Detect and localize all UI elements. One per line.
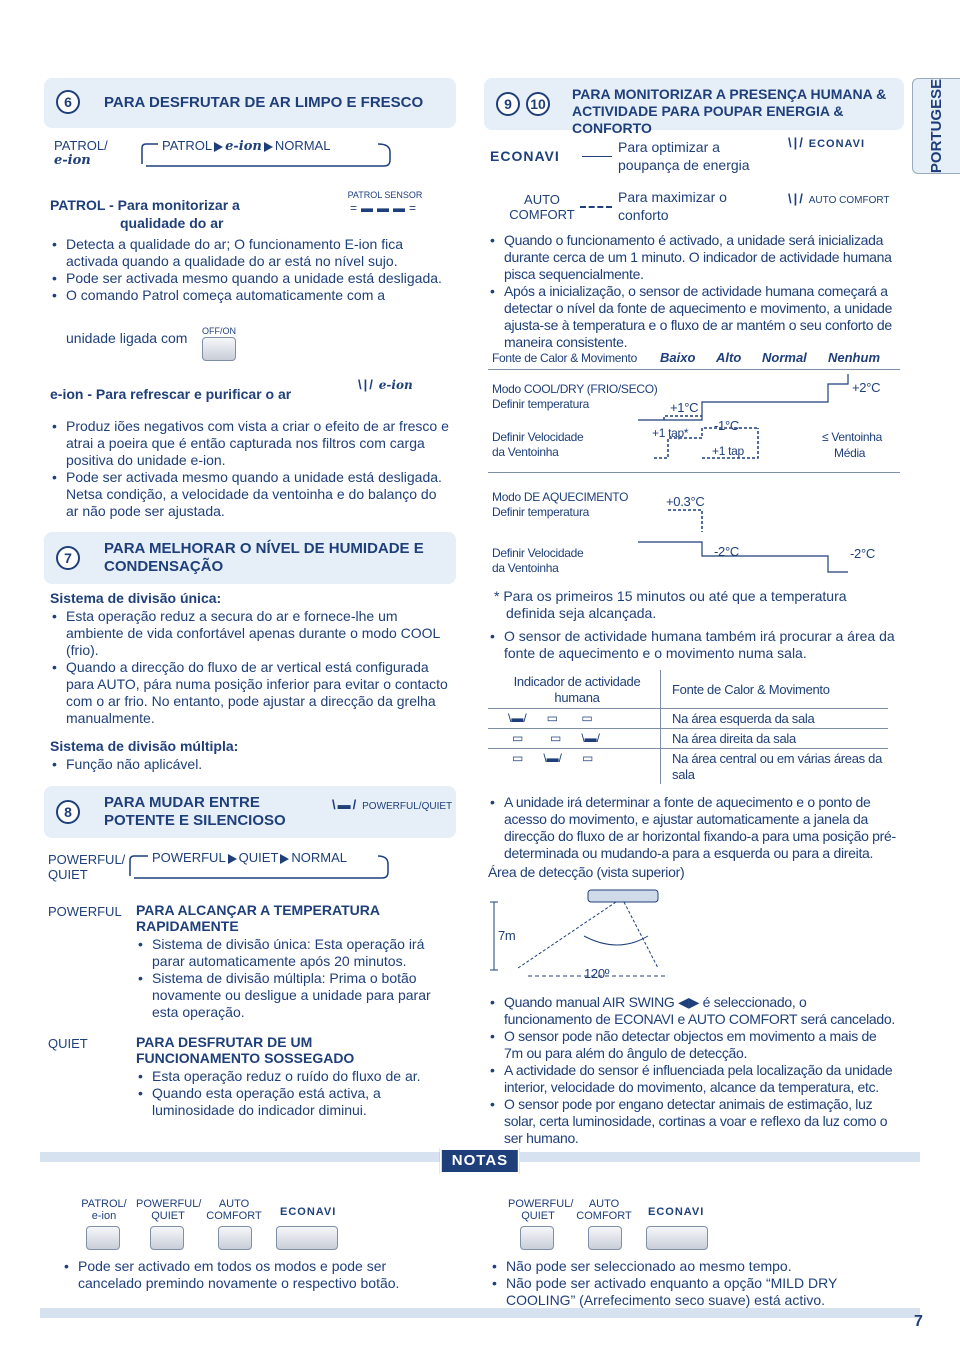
quiet-bullets: • Esta operação reduz o ruído do fluxo de ar. • Quando esta operação está activa, a luminosidade do indicador diminui. — [136, 1068, 456, 1119]
powerful-button-icon — [150, 1226, 184, 1250]
notes-left-bullets: • Pode ser activado em todos os modos e pode ser cancelado premindo novamente o respectivo botão. — [62, 1258, 412, 1292]
auto-comfort-connector — [580, 206, 612, 208]
patrol-sensor-indicator: PATROL SENSOR =▬▬▬= — [338, 190, 432, 215]
indicator-table — [488, 670, 888, 784]
eion-bullets: • Produz iões negativos com vista a criar o efeito de ar fresco e atrai a poeira que é então capturada nos filtros com carga positiva do unidade e-ion. • Pode ser activada mesmo quando a unidade está desligada. Netsa condição, a velocidade da ventoinha e do balanço do ar não pode ser ajustada. — [50, 418, 450, 520]
multi-split-bullets: • Função não aplicável. — [50, 756, 450, 773]
econavi-description: Para optimizar a poupança de energia — [618, 139, 750, 173]
detection-distance: 7m — [498, 928, 516, 943]
section-910-title: PARA MONITORIZAR A PRESENÇA HUMANA & ACTIVIDADE PARA POUPAR ENERGIA & CONFORTO — [572, 86, 887, 136]
section-6-title: PARA DESFRUTAR DE AR LIMPO E FRESCO — [104, 94, 424, 111]
econavi-indicator: \|/ ECONAVI — [788, 135, 866, 150]
row-cool-temp: Modo COOL/DRY (FRIO/SECO) Definir temperatura — [492, 382, 658, 411]
indicator-rays-icon: \|/ — [358, 377, 375, 392]
ind-row-left: \▬/ ▭ ▭ Na área esquerda da sala — [488, 708, 888, 728]
eion-indicator: \|/ e-ion — [358, 377, 413, 392]
quiet-heading: PARA DESFRUTAR DE UM FUNCIONAMENTO SOSSEGADO — [136, 1034, 355, 1066]
table-header-row: Fonte de Calor & Movimento Baixo Alto Normal Nenhum — [488, 346, 900, 370]
intro-bullets: • Quando o funcionamento é activado, a unidade será inicializada durante cerca de um 1 minuto. O indicador de actividade humana pisca sequencialmente. • Após a inicialização, o sensor de actividade humana começará a detectar o nível da fonte de aquecimento e movimento, a unidade ajusta-se à temperatura e o fluxo de ar mantém o seu conforto de maneira consistente. — [488, 232, 898, 351]
auto-comfort-button-label: AUTO COMFORT — [509, 192, 575, 222]
patrol-bullets: • Detecta a qualidade do ar; O funcionamento E-ion fica activada quando a qualidade do ar está no nível sujo. • Pode ser activada mesmo quando a unidade está desligada. • O comando Patrol começa automaticamente com a — [50, 236, 450, 304]
notes-right-bullets: • Não pode ser seleccionado ao mesmo tempo. • Não pode ser activado enquanto a opção “MILD DRY COOLING” (Arrefecimento seco suave) está activo. — [490, 1258, 900, 1309]
ind-row-right: ▭ ▭ \▬/ Na área direita da sala — [488, 728, 888, 748]
econavi-logo: ECONAVI — [490, 148, 560, 164]
direction-bullet: • A unidade irá determinar a fonte de aquecimento e o ponto de acesso do movimento, e ajustar automaticamente a janela da direcção do fluxo de ar horizontal fixando-a para uma posição pré-determinada ou mudando-a para a esquerda ou para a direita. — [488, 794, 898, 862]
indicator-center-icon: ▭ \▬/ ▭ — [512, 751, 594, 765]
indicator-rays-icon: \▬/ — [332, 797, 359, 812]
op-table: Fonte de Calor & Movimento Baixo Alto Normal Nenhum Modo COOL/DRY (FRIO/SECO) Definir temperatura Definir Velocidade da Ventoinha Modo DE AQUECIMENTO Definir temperatura Definir Velocidade da Ventoinha +2°C +1°C -1°C +1 tap* +1 tap ≤ Ventoinha Média +0.3°C -2°C -2°C — [488, 346, 900, 582]
table-footnote: * Para os primeiros 15 minutos ou até que a temperatura definida seja alcançada. — [494, 588, 847, 621]
flow-eion: e-ion — [225, 139, 262, 154]
sensor-bullets: • O sensor de actividade humana também irá procurar a área da fonte de aquecimento e o movimento numa sala. — [488, 628, 898, 662]
src-header: Fonte de Calor & Movimento — [672, 682, 830, 697]
section-9-number: 9 — [496, 92, 520, 116]
powerful-quiet-indicator: \▬/ POWERFUL/QUIET — [332, 797, 453, 812]
notes-box — [40, 1152, 920, 1318]
notes-title: NOTAS — [440, 1148, 520, 1174]
indicator-rays-icon: \|/ — [788, 191, 805, 206]
auto-comfort-indicator: \|/ AUTO COMFORT — [788, 191, 890, 206]
section-6-number: 6 — [56, 90, 80, 114]
arrow-right-icon — [214, 142, 223, 152]
arrow-right-icon — [228, 854, 237, 864]
arrow-right-icon — [264, 142, 273, 152]
auto-comfort-button-icon — [218, 1226, 252, 1250]
indicator-rays-icon: \|/ — [788, 135, 805, 150]
econavi-button-icon — [276, 1226, 338, 1250]
power-button-icon — [202, 337, 236, 361]
multi-split-heading: Sistema de divisão múltipla: — [50, 738, 239, 754]
ind-row-center: ▭ \▬/ ▭ Na área central ou em várias áreas da sala — [488, 748, 888, 784]
page-number: 7 — [914, 1313, 923, 1330]
patrol-heading: PATROL - Para monitorizar a qualidade do ar — [50, 197, 240, 231]
auto-comfort-button-icon — [588, 1226, 622, 1250]
flow-normal: NORMAL — [274, 138, 331, 153]
eion-heading: e-ion - Para refrescar e purificar o ar — [50, 386, 292, 402]
sensor-limitations: • Quando manual AIR SWING ◀▶ é seleccionado, o funcionamento de ECONAVI e AUTO COMFORT será cancelado. • O sensor pode não detectar objectos em movimento a mais de 7m ou para além do ângulo de detecção. • A actividade do sensor é influenciada pela localização da unidade interior, velocidade do movimento, alcance da temperatura, etc. • O sensor pode por engano detectar animais de estimação, luz solar, certa luminosidade, cortinas a voar e reflexo da luz como o ser humano. — [488, 994, 898, 1147]
powerful-bullets: • Sistema de divisão única: Esta operação irá parar automaticamente após 20 minutos. • Sistema de divisão múltipla: Prima o botão novamente ou desligue a unidade para parar esta operação. — [136, 936, 456, 1021]
patrol-flow — [162, 138, 330, 155]
language-tab: PORTUGESE — [912, 78, 960, 174]
single-split-heading: Sistema de divisão única: — [50, 590, 222, 606]
offon-button: OFF/ON — [202, 326, 236, 365]
detection-area-title: Área de detecção (vista superior) — [488, 864, 685, 880]
powerful-quiet-button-label: POWERFUL/ QUIET — [48, 852, 126, 882]
powerful-flow: POWERFUL QUIET NORMAL — [152, 850, 348, 865]
quiet-label: QUIET — [48, 1036, 88, 1051]
section-7-title: PARA MELHORAR O NÍVEL DE HUMIDADE E CONDENSAÇÃO — [104, 540, 424, 575]
arrow-right-icon — [280, 854, 289, 864]
section-8-title: PARA MUDAR ENTRE POTENTE E SILENCIOSO — [104, 794, 286, 829]
row-cool-fan: Definir Velocidade da Ventoinha — [492, 430, 584, 459]
notes-left-buttons: PATROL/ e-ion POWERFUL/ QUIET AUTO COMFORT ECONAVI — [80, 1198, 340, 1258]
patrol-eion-button-label: PATROL/ e-ion — [54, 138, 108, 168]
indicator-rays-icon: =▬▬▬= — [349, 200, 420, 215]
indicator-right-icon: ▭ ▭ \▬/ — [512, 731, 601, 745]
single-split-bullets: • Esta operação reduz a secura do ar e fornece-lhe um ambiente de vida confortável apenas durante o modo COOL (frio). • Quando a direcção do fluxo de ar vertical está configurada para AUTO, pára numa posição inferior para evitar o contacto com o ar frio. No entanto, pode ajustar a direcção da grelha manualmente. — [50, 608, 450, 727]
econavi-button-icon — [646, 1226, 708, 1250]
section-8-number: 8 — [56, 800, 80, 824]
patrol-button-icon — [86, 1226, 120, 1250]
powerful-label: POWERFUL — [48, 904, 122, 919]
section-10-number: 10 — [526, 92, 550, 116]
section-7-number: 7 — [56, 546, 80, 570]
unit-on-line: unidade ligada com — [66, 330, 188, 346]
powerful-button-icon — [520, 1226, 554, 1250]
ind-header: Indicador de actividade humana — [513, 674, 641, 705]
row-heat-fan: Definir Velocidade da Ventoinha — [492, 546, 584, 575]
powerful-heading: PARA ALCANÇAR A TEMPERATURA RAPIDAMENTE — [136, 902, 380, 934]
auto-comfort-description: Para maximizar o conforto — [618, 189, 727, 223]
econavi-connector — [582, 156, 612, 157]
flow-patrol: PATROL — [162, 138, 213, 153]
detection-angle: 120º — [584, 966, 610, 981]
indicator-left-icon: \▬/ ▭ ▭ — [508, 711, 593, 725]
notes-right-buttons: POWERFUL/ QUIET AUTO COMFORT ECONAVI — [508, 1198, 728, 1258]
row-heat-temp: Modo DE AQUECIMENTO Definir temperatura — [492, 490, 629, 519]
